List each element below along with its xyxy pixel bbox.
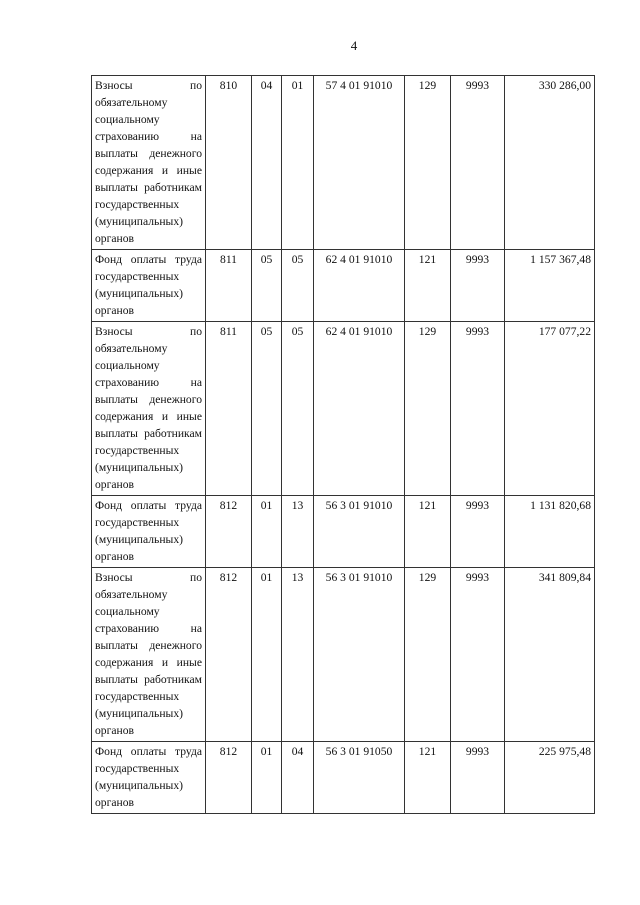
expense-type-code-cell: 129 bbox=[405, 568, 451, 742]
table-row bbox=[92, 742, 595, 814]
additional-code-cell: 9993 bbox=[451, 742, 505, 814]
subsection-code-cell: 05 bbox=[282, 250, 314, 322]
expense-name-cell: Взносы по обязательному социальному страхованию на выплаты денежного содержания и иные выплаты работникам государственных (муниципальных) органов bbox=[92, 568, 206, 742]
amount-cell: 1 157 367,48 bbox=[505, 250, 595, 322]
target-article-code-cell: 56 3 01 91010 bbox=[314, 568, 405, 742]
amount-cell: 225 975,48 bbox=[505, 742, 595, 814]
subsection-code-cell: 05 bbox=[282, 322, 314, 496]
section-code-cell: 01 bbox=[252, 568, 282, 742]
section-code-cell: 01 bbox=[252, 742, 282, 814]
target-article-code-cell: 56 3 01 91010 bbox=[314, 496, 405, 568]
subsection-code-cell: 13 bbox=[282, 496, 314, 568]
subsection-code-cell: 01 bbox=[282, 76, 314, 250]
section-code-cell: 04 bbox=[252, 76, 282, 250]
target-article-code-cell: 62 4 01 91010 bbox=[314, 322, 405, 496]
section-code-cell: 05 bbox=[252, 250, 282, 322]
table-row bbox=[92, 496, 595, 568]
expense-type-code-cell: 129 bbox=[405, 76, 451, 250]
page-number: 4 bbox=[350, 38, 358, 53]
department-code-cell: 811 bbox=[206, 322, 252, 496]
department-code-cell: 810 bbox=[206, 76, 252, 250]
subsection-code-cell: 04 bbox=[282, 742, 314, 814]
department-code-cell: 811 bbox=[206, 250, 252, 322]
expense-name-cell: Фонд оплаты труда государственных (муниципальных) органов bbox=[92, 742, 206, 814]
amount-cell: 1 131 820,68 bbox=[505, 496, 595, 568]
table-body bbox=[92, 76, 595, 814]
expense-name-cell: Фонд оплаты труда государственных (муниципальных) органов bbox=[92, 250, 206, 322]
department-code-cell: 812 bbox=[206, 742, 252, 814]
department-code-cell: 812 bbox=[206, 496, 252, 568]
table-row bbox=[92, 76, 595, 250]
section-code-cell: 01 bbox=[252, 496, 282, 568]
target-article-code-cell: 57 4 01 91010 bbox=[314, 76, 405, 250]
amount-cell: 341 809,84 bbox=[505, 568, 595, 742]
subsection-code-cell: 13 bbox=[282, 568, 314, 742]
department-code-cell: 812 bbox=[206, 568, 252, 742]
table-row bbox=[92, 568, 595, 742]
additional-code-cell: 9993 bbox=[451, 496, 505, 568]
expense-type-code-cell: 129 bbox=[405, 322, 451, 496]
additional-code-cell: 9993 bbox=[451, 250, 505, 322]
expense-type-code-cell: 121 bbox=[405, 250, 451, 322]
budget-table bbox=[91, 75, 595, 814]
expense-type-code-cell: 121 bbox=[405, 742, 451, 814]
table-row bbox=[92, 322, 595, 496]
amount-cell: 330 286,00 bbox=[505, 76, 595, 250]
expense-name-cell: Взносы по обязательному социальному страхованию на выплаты денежного содержания и иные выплаты работникам государственных (муниципальных) органов bbox=[92, 76, 206, 250]
additional-code-cell: 9993 bbox=[451, 568, 505, 742]
table-row bbox=[92, 250, 595, 322]
additional-code-cell: 9993 bbox=[451, 322, 505, 496]
amount-cell: 177 077,22 bbox=[505, 322, 595, 496]
expense-type-code-cell: 121 bbox=[405, 496, 451, 568]
expense-name-cell: Взносы по обязательному социальному страхованию на выплаты денежного содержания и иные выплаты работникам государственных (муниципальных) органов bbox=[92, 322, 206, 496]
expense-name-cell: Фонд оплаты труда государственных (муниципальных) органов bbox=[92, 496, 206, 568]
section-code-cell: 05 bbox=[252, 322, 282, 496]
target-article-code-cell: 62 4 01 91010 bbox=[314, 250, 405, 322]
additional-code-cell: 9993 bbox=[451, 76, 505, 250]
target-article-code-cell: 56 3 01 91050 bbox=[314, 742, 405, 814]
